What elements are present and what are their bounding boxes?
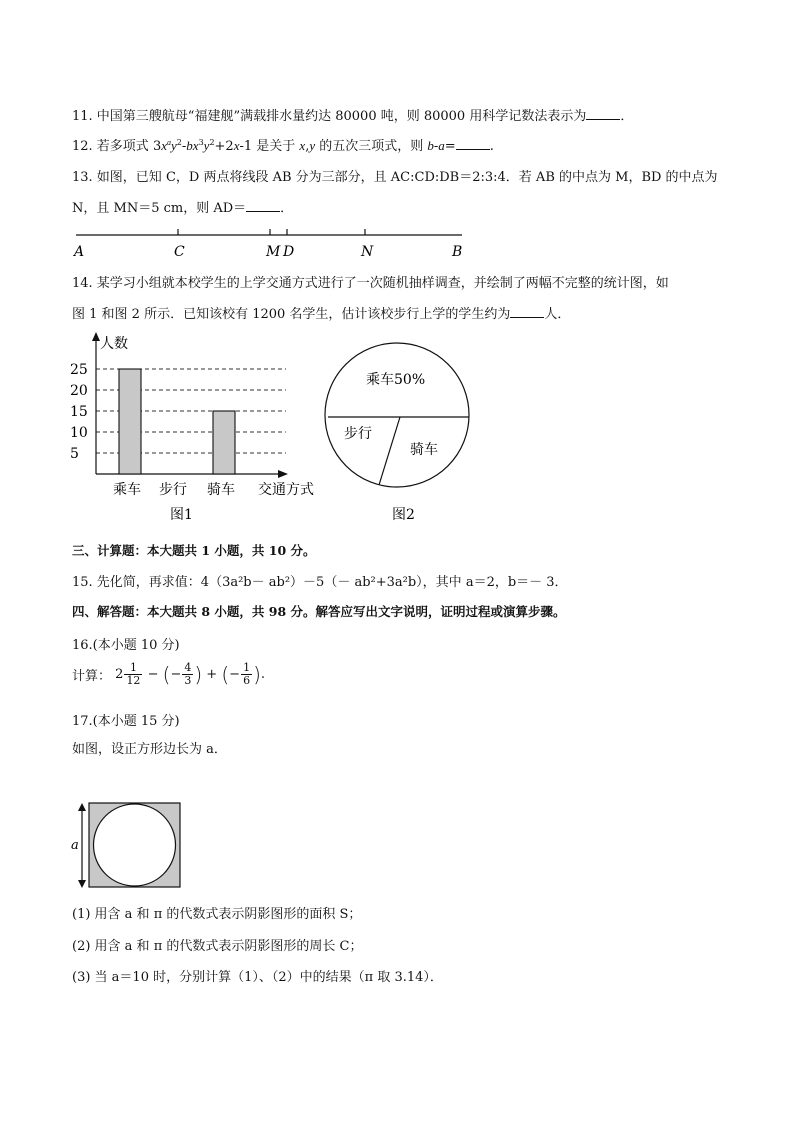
bar-乘车 (119, 369, 141, 474)
y-tick-10: 10 (70, 425, 88, 441)
question-14-line2 (72, 303, 570, 322)
q15-text: 15. 先化简，再求值：4（3a²b－ ab²）－5（－ ab²+3a²b），其中 a＝2，b＝－ 3． (72, 575, 568, 590)
q12-end: . (489, 139, 494, 154)
pie-chart-figure2 (324, 336, 480, 526)
y-tick-20: 20 (70, 383, 88, 399)
neg-sign: − (170, 667, 182, 682)
q17-part2-text: (2) 用含 a 和 π 的代数式表示阴影图形的周长 C； (72, 939, 363, 954)
fraction-1-6: $\frac{1}{6}$ (243, 661, 251, 687)
minus-op: − (147, 667, 159, 682)
bar-骑车 (213, 411, 235, 474)
point-label-N: N (361, 244, 374, 260)
answer-blank[interactable] (246, 199, 280, 212)
segment-diagram (70, 224, 470, 264)
q16-calc-label: 计算： (72, 669, 112, 684)
x-tick-步行: 步行 (159, 482, 187, 498)
q13-line2: N，且 MN＝5 cm，则 AD＝ (72, 201, 247, 216)
q13-end: ． (280, 201, 294, 216)
point-label-D: D (283, 244, 295, 260)
x-axis-arrow (278, 470, 288, 478)
pie-circle (325, 343, 469, 487)
answer-blank[interactable] (586, 107, 620, 120)
square-circle-figure (66, 800, 190, 892)
question-13-line1 (72, 166, 718, 185)
q14-end: 人． (544, 307, 571, 322)
question-13-line2 (72, 197, 293, 216)
dimension-arrow-bottom (78, 880, 86, 888)
inscribed-circle (94, 804, 176, 886)
figure1-caption: 图1 (170, 507, 193, 523)
question-14-line1 (72, 272, 669, 291)
pie-label-bike: 骑车 (410, 442, 438, 458)
q12-text: 12. 若多项式 $3x^ay^2-bx^3y^2+2x-1$ 是关于 x,y 的五次三项式，则 b-a= (72, 138, 456, 154)
figure2-caption: 图2 (392, 507, 415, 523)
q17-part3-text: (3) 当 a＝10 时，分别计算（1）、（2）中的结果（π 取 3.14）． (72, 970, 443, 985)
fraction-1-12: $\frac{1}{12}$ (126, 661, 141, 687)
point-label-C: C (174, 244, 185, 260)
y-tick-25: 25 (70, 362, 88, 378)
mixed-whole: 2 (115, 667, 124, 682)
section-3-heading (72, 541, 316, 559)
q17-intro-text: 如图，设正方形边长为 a． (72, 742, 227, 757)
x-tick-乘车: 乘车 (113, 482, 141, 498)
question-17-head (72, 710, 180, 729)
answer-blank[interactable] (456, 137, 490, 150)
question-11 (72, 105, 633, 124)
answer-blank[interactable] (510, 305, 544, 318)
point-label-A: A (74, 244, 85, 260)
q17-head: 17.(本小题 15 分) (72, 714, 180, 729)
question-12 (72, 135, 494, 154)
question-17-part1 (72, 903, 361, 922)
y-axis-label: 人数 (100, 336, 128, 352)
q11-text: 11. 中国第三艘航母“福建舰”满载排水量约达 80000 吨，则 80000 用科学记数法表示为 (72, 109, 587, 124)
pie-label-walk: 步行 (344, 426, 372, 442)
section-3-text: 三、计算题：本大题共 1 小题，共 10 分。 (72, 543, 316, 558)
section-4-text: 四、解答题：本大题共 8 小题，共 98 分。解答应写出文字说明，证明过程或演算步骤。 (72, 604, 566, 619)
neg-sign-2: − (229, 667, 241, 682)
question-16-expression: 计算： 2 $\frac{1}{12}$ − (− $\frac{4}{3}$ ) + (− $\frac{1}{6}$ ). (72, 661, 266, 687)
point-label-M: M (266, 244, 281, 260)
q11-end: ． (620, 109, 634, 124)
y-tick-15: 15 (70, 404, 88, 420)
q14-line2: 图 1 和图 2 所示．已知该校有 1200 名学生，估计该校步行上学的学生约为 (72, 307, 511, 322)
pie-label-ride: 乘车50% (366, 372, 426, 388)
q16-end: . (260, 667, 266, 682)
question-15 (72, 571, 568, 590)
question-17-part3 (72, 966, 443, 985)
fraction-4-3: $\frac{4}{3}$ (184, 661, 192, 687)
question-17-intro (72, 738, 227, 757)
bar-chart-figure1 (64, 328, 336, 528)
x-tick-骑车: 骑车 (207, 482, 235, 498)
q14-line1: 14. 某学习小组就本校学生的上学交通方式进行了一次随机抽样调查，并绘制了两幅不完整的统计图，如 (72, 276, 669, 291)
plus-op: + (206, 667, 218, 682)
side-label-a: a (71, 838, 79, 853)
question-17-part2 (72, 935, 362, 954)
point-label-B: B (452, 244, 463, 260)
y-axis-arrow (92, 332, 100, 341)
x-axis-label: 交通方式 (258, 482, 314, 498)
q16-head: 16.(本小题 10 分) (72, 638, 180, 653)
question-16-head (72, 634, 180, 653)
q13-line1: 13. 如图，已知 C，D 两点将线段 AB 分为三部分，且 AC:CD:DB＝2:3:4．若 AB 的中点为 M，BD 的中点为 (72, 170, 718, 185)
y-tick-5: 5 (70, 446, 79, 462)
dimension-arrow-top (78, 803, 86, 811)
section-4-heading (72, 602, 566, 620)
q17-part1-text: (1) 用含 a 和 π 的代数式表示阴影图形的面积 S； (72, 907, 362, 922)
